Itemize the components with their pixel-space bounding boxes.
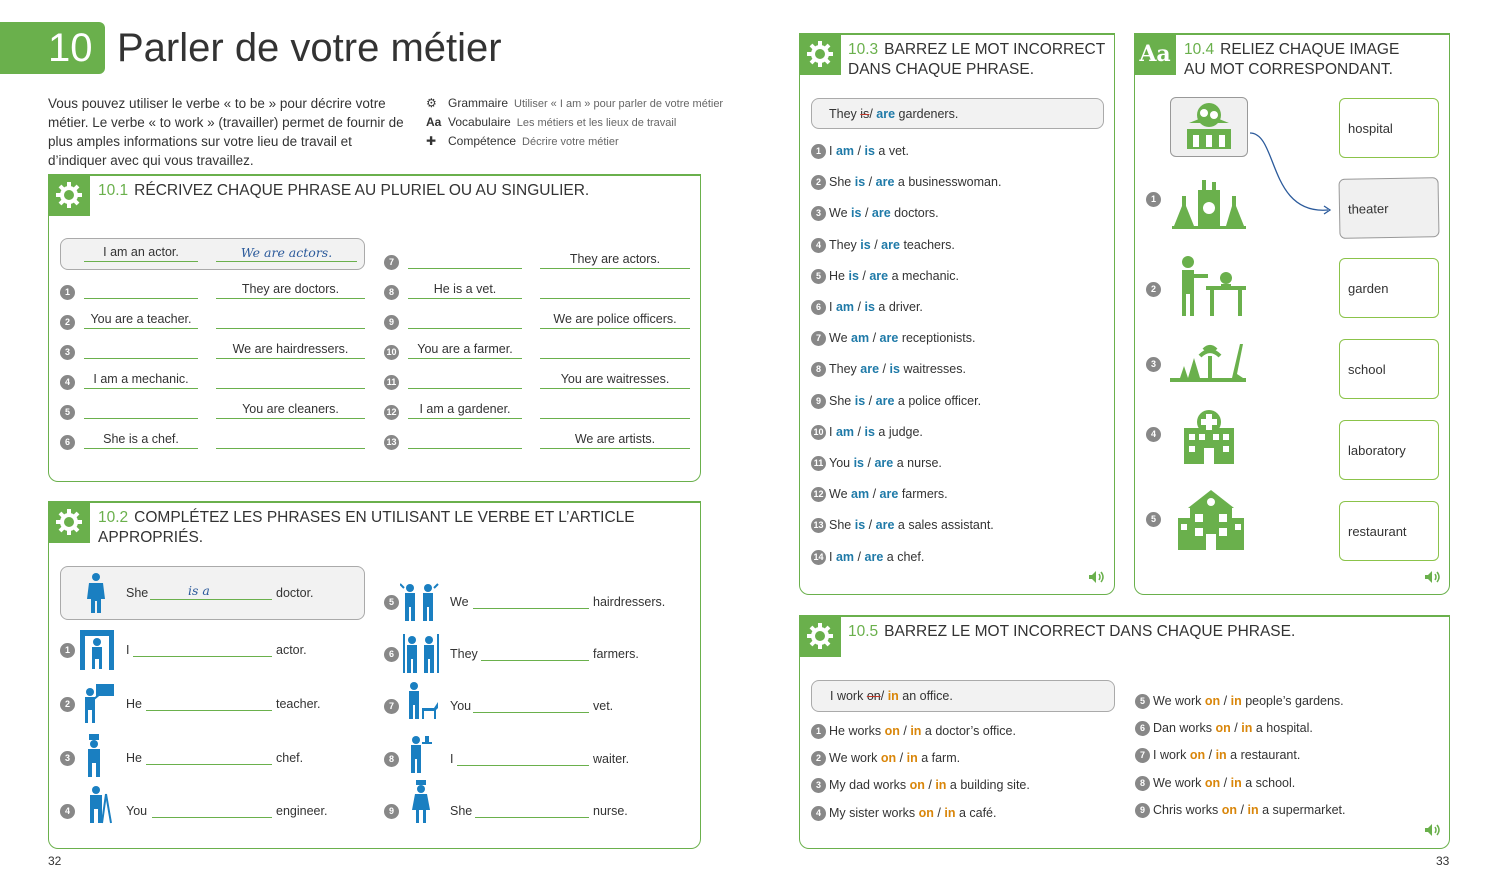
sentence-start: He bbox=[126, 751, 142, 765]
option-2[interactable]: are bbox=[875, 518, 895, 533]
intro-text: Vous pouvez utiliser le verbe « to be » pour décrire votre métier. Le verbe « to work » (travailler) permet de fournir de plus amples informations sur votre lieu de travail et d’indiquer avec qui vous travaillez. bbox=[48, 96, 404, 168]
answer-line[interactable] bbox=[408, 371, 522, 389]
sentence: She is / are a businesswoman. bbox=[829, 175, 1002, 190]
option-2[interactable]: are bbox=[881, 237, 900, 252]
sentence: I am / are a chef. bbox=[829, 549, 925, 564]
item-number: 3 bbox=[811, 778, 826, 793]
sample-left: I am an actor. bbox=[84, 244, 198, 262]
answer-line[interactable] bbox=[408, 251, 522, 269]
page-title: Parler de votre métier bbox=[117, 26, 502, 70]
option-on[interactable]: on bbox=[880, 751, 897, 766]
match-arrow bbox=[1248, 125, 1338, 220]
item-number: 2 bbox=[1146, 282, 1161, 297]
option-in[interactable]: in bbox=[1215, 748, 1227, 763]
sample-sentence: They is/ are gardeners. bbox=[829, 107, 959, 121]
option-1[interactable]: am bbox=[851, 487, 870, 502]
option-2[interactable]: are bbox=[875, 393, 895, 408]
sentence-start: You bbox=[126, 804, 148, 818]
word-card[interactable]: laboratory bbox=[1339, 420, 1439, 480]
sentence-start: You bbox=[450, 699, 472, 713]
answer-line[interactable] bbox=[540, 281, 690, 299]
item-number: 12 bbox=[811, 487, 826, 502]
meta-skill: ✚ Compétence Décrire votre métier bbox=[426, 132, 619, 151]
item-number: 13 bbox=[811, 518, 826, 533]
audio-icon[interactable] bbox=[1088, 570, 1106, 584]
option-in[interactable]: in bbox=[935, 778, 947, 793]
option-2[interactable]: is bbox=[864, 424, 875, 439]
answer-line[interactable] bbox=[475, 800, 589, 818]
item-number: 1 bbox=[60, 643, 75, 658]
option-in[interactable]: in bbox=[1241, 721, 1253, 736]
answer-line[interactable] bbox=[473, 695, 589, 713]
sentence: We am / are receptionists. bbox=[829, 331, 976, 346]
item-number: 13 bbox=[384, 435, 399, 450]
theater-icon bbox=[1183, 101, 1235, 153]
hairdressers-figure bbox=[400, 582, 440, 622]
sentence: We work on / in a school. bbox=[1153, 775, 1296, 790]
item-number: 5 bbox=[60, 405, 75, 420]
gear-icon bbox=[53, 179, 85, 211]
option-on[interactable]: on bbox=[1215, 721, 1231, 736]
gear-badge bbox=[799, 615, 841, 657]
exercise-title: 10.5 BARREZ LE MOT INCORRECT DANS CHAQUE PHRASE. bbox=[848, 623, 1296, 640]
audio-icon[interactable] bbox=[1424, 570, 1442, 584]
item-number: 8 bbox=[384, 285, 399, 300]
item-number: 4 bbox=[60, 804, 75, 819]
sentence-start: They bbox=[450, 647, 478, 661]
item-number: 2 bbox=[60, 697, 75, 712]
nurse-figure bbox=[410, 780, 432, 824]
option-2[interactable]: is bbox=[889, 362, 900, 377]
answer-line[interactable] bbox=[146, 747, 272, 765]
word-card[interactable]: garden bbox=[1339, 258, 1439, 318]
vocabulary-badge: Aa bbox=[1134, 33, 1176, 75]
exercise-title: 10.1 RÉCRIVEZ CHAQUE PHRASE AU PLURIEL OU AU SINGULIER. bbox=[98, 182, 590, 199]
option-2[interactable]: are bbox=[879, 331, 899, 346]
item-number: 1 bbox=[1146, 192, 1161, 207]
option-1[interactable]: is bbox=[860, 237, 871, 252]
option-1[interactable]: is bbox=[854, 175, 866, 190]
word-card[interactable]: hospital bbox=[1339, 98, 1439, 158]
answer-line[interactable] bbox=[84, 281, 198, 299]
option-2[interactable]: are bbox=[869, 268, 889, 283]
sentence-end: chef. bbox=[276, 751, 304, 765]
item-number: 8 bbox=[811, 362, 826, 377]
option-in[interactable]: in bbox=[1230, 775, 1242, 790]
sample-post: doctor. bbox=[276, 586, 314, 600]
item-number: 7 bbox=[1135, 748, 1150, 763]
word-card[interactable]: school bbox=[1339, 339, 1439, 399]
option-on[interactable]: on bbox=[884, 724, 900, 738]
answer-line[interactable] bbox=[540, 401, 690, 419]
item-number: 11 bbox=[384, 375, 399, 390]
sentence: She is / are a sales assistant. bbox=[829, 518, 994, 533]
item-number: 5 bbox=[811, 269, 826, 284]
item-number: 4 bbox=[1146, 427, 1161, 442]
sentence-end: engineer. bbox=[276, 804, 328, 818]
sentence-start: He bbox=[126, 697, 142, 711]
word-card[interactable]: theater bbox=[1338, 177, 1439, 239]
word-card[interactable]: restaurant bbox=[1339, 501, 1439, 561]
vocabulary-icon: Aa bbox=[426, 115, 442, 129]
sentence: I am / is a vet. bbox=[829, 144, 909, 158]
answer-line[interactable] bbox=[216, 311, 365, 329]
answer-line[interactable] bbox=[84, 401, 198, 419]
sentence: I am / is a judge. bbox=[829, 424, 923, 439]
sentence: My sister works on / in a café. bbox=[829, 805, 997, 820]
sentence: Dan works on / in a hospital. bbox=[1153, 721, 1313, 736]
waiter-figure bbox=[406, 734, 432, 774]
answer-line: You are waitresses. bbox=[540, 371, 690, 389]
answer-line: You are cleaners. bbox=[216, 401, 365, 419]
sentence-end: farmers. bbox=[593, 647, 639, 661]
answer-line[interactable] bbox=[408, 311, 522, 329]
answer-line: You are a teacher. bbox=[84, 311, 198, 329]
item-number: 4 bbox=[811, 806, 826, 821]
sample-answer-line: is a bbox=[150, 582, 272, 600]
answer-line[interactable] bbox=[540, 341, 690, 359]
option-2[interactable]: is bbox=[864, 300, 875, 314]
item-number: 8 bbox=[384, 752, 399, 767]
option-on[interactable]: on bbox=[1204, 694, 1221, 708]
sentence: You is / are a nurse. bbox=[829, 456, 942, 470]
option-in[interactable]: in bbox=[906, 751, 918, 766]
sentence-end: teacher. bbox=[276, 697, 321, 711]
option-on[interactable]: on bbox=[909, 778, 925, 793]
item-number: 12 bbox=[384, 405, 399, 420]
option-2[interactable]: is bbox=[864, 144, 875, 158]
gear-icon: ⚙ bbox=[426, 96, 437, 110]
item-number: 11 bbox=[811, 456, 826, 471]
item-number: 5 bbox=[384, 595, 399, 610]
sentence: Chris works on / in a supermarket. bbox=[1153, 802, 1346, 817]
sentence: I am / is a driver. bbox=[829, 300, 923, 314]
option-on[interactable]: on bbox=[1221, 802, 1238, 817]
answer-line: She is a chef. bbox=[84, 431, 198, 449]
exercise-title: 10.4 RELIEZ CHAQUE IMAGE AU MOT CORRESPONDANT. bbox=[1184, 41, 1400, 78]
sentence: I work on / in a restaurant. bbox=[1153, 748, 1301, 763]
option-1[interactable]: am bbox=[835, 424, 855, 439]
option-in[interactable]: in bbox=[1247, 802, 1259, 817]
option-2[interactable]: are bbox=[875, 175, 895, 190]
sentence: We is / are doctors. bbox=[829, 206, 939, 221]
gear-icon bbox=[53, 506, 85, 538]
answer-line: You are a farmer. bbox=[408, 341, 522, 359]
sentence-start: We bbox=[450, 595, 469, 609]
answer-line: We are police officers. bbox=[540, 311, 690, 329]
option-1[interactable]: is bbox=[848, 268, 859, 283]
teacher-figure bbox=[80, 684, 116, 724]
vet-figure bbox=[404, 680, 440, 720]
sentence-start: She bbox=[450, 804, 473, 818]
item-number: 2 bbox=[811, 751, 826, 766]
item-number: 6 bbox=[384, 647, 399, 662]
gear-icon bbox=[804, 620, 836, 652]
sentence: We work on / in a farm. bbox=[829, 751, 961, 766]
option-on[interactable]: on bbox=[918, 805, 934, 820]
item-number: 3 bbox=[1146, 357, 1161, 372]
option-in[interactable]: in bbox=[1230, 694, 1242, 708]
audio-icon[interactable] bbox=[1424, 823, 1442, 837]
garden-icon bbox=[1170, 340, 1248, 384]
exercise-title: 10.3 BARREZ LE MOT INCORRECT DANS CHAQUE PHRASE. bbox=[848, 41, 1106, 78]
answer-line[interactable] bbox=[216, 371, 365, 389]
sentence-end: nurse. bbox=[593, 804, 628, 818]
item-number: 7 bbox=[384, 255, 399, 270]
item-number: 10 bbox=[384, 345, 399, 360]
item-number: 4 bbox=[811, 238, 826, 253]
item-number: 1 bbox=[811, 724, 826, 739]
gear-badge bbox=[799, 33, 841, 75]
item-number: 9 bbox=[384, 804, 399, 819]
item-number: 7 bbox=[811, 331, 826, 346]
item-number: 14 bbox=[811, 550, 826, 565]
item-number: 2 bbox=[811, 175, 826, 190]
answer-line[interactable] bbox=[146, 693, 272, 711]
sentence: He is / are a mechanic. bbox=[829, 268, 960, 283]
answer-line[interactable] bbox=[216, 431, 365, 449]
gear-badge bbox=[48, 174, 90, 216]
exercise-10-2 bbox=[48, 501, 701, 849]
restaurant-icon bbox=[1170, 254, 1248, 318]
option-1[interactable]: is bbox=[851, 206, 862, 221]
sentence-end: actor. bbox=[276, 643, 307, 657]
option-in[interactable]: in bbox=[944, 805, 956, 820]
item-number: 3 bbox=[60, 345, 75, 360]
meta-grammar: ⚙ Grammaire Utiliser « I am » pour parler de votre métier bbox=[426, 94, 723, 113]
meta-vocabulary: Aa Vocabulaire Les métiers et les lieux de travail bbox=[426, 113, 676, 132]
option-1[interactable]: am bbox=[851, 331, 870, 346]
sentence-start: I bbox=[126, 643, 130, 657]
sample-pre: She bbox=[126, 586, 149, 600]
option-on[interactable]: on bbox=[1189, 748, 1206, 763]
engineer-figure bbox=[84, 784, 112, 824]
exercise-title: 10.2 COMPLÉTEZ LES PHRASES EN UTILISANT LE VERBE ET L’ARTICLE APPROPRIÉS. bbox=[98, 509, 635, 546]
option-on[interactable]: on bbox=[1204, 775, 1221, 790]
option-2[interactable]: are bbox=[879, 487, 899, 502]
option-1[interactable]: am bbox=[835, 549, 855, 564]
laboratory-icon bbox=[1170, 176, 1248, 230]
item-number: 2 bbox=[60, 315, 75, 330]
item-number: 6 bbox=[1135, 721, 1150, 736]
answer-line[interactable] bbox=[133, 639, 272, 657]
option-1[interactable]: is bbox=[853, 456, 865, 470]
item-number: 6 bbox=[811, 300, 826, 315]
item-number: 3 bbox=[811, 206, 826, 221]
sentence: They is / are teachers. bbox=[829, 237, 955, 252]
item-number: 9 bbox=[1135, 803, 1150, 818]
page-number-left: 32 bbox=[48, 854, 62, 868]
option-1[interactable]: are bbox=[860, 362, 880, 377]
sentence: We work on / in people’s gardens. bbox=[1153, 694, 1344, 708]
item-number: 7 bbox=[384, 699, 399, 714]
item-number: 1 bbox=[60, 285, 75, 300]
item-number: 4 bbox=[60, 375, 75, 390]
option-1[interactable]: am bbox=[835, 300, 855, 314]
item-number: 9 bbox=[811, 394, 826, 409]
gear-icon bbox=[804, 38, 836, 70]
doctor-figure bbox=[84, 572, 108, 614]
sentence: My dad works on / in a building site. bbox=[829, 778, 1030, 793]
actor-figure bbox=[80, 630, 114, 670]
hospital-icon bbox=[1180, 408, 1238, 466]
sentence: He works on / in a doctor’s office. bbox=[829, 724, 1016, 738]
answer-line: I am a mechanic. bbox=[84, 371, 198, 389]
option-2[interactable]: are bbox=[874, 456, 894, 470]
sample-sentence: I work on/ in an office. bbox=[830, 689, 953, 703]
school-icon bbox=[1176, 488, 1246, 552]
option-2[interactable]: are bbox=[864, 549, 884, 564]
option-1[interactable]: is bbox=[854, 518, 866, 533]
answer-line: They are doctors. bbox=[216, 281, 365, 299]
puzzle-icon: ✚ bbox=[426, 134, 437, 148]
item-number: 5 bbox=[1135, 694, 1150, 709]
answer-line[interactable] bbox=[473, 591, 589, 609]
answer-line[interactable] bbox=[152, 800, 272, 818]
answer-line: They are actors. bbox=[540, 251, 690, 269]
item-number: 10 bbox=[811, 425, 826, 440]
page-number-right: 33 bbox=[1436, 854, 1450, 868]
chef-figure bbox=[84, 734, 104, 778]
option-1[interactable]: is bbox=[854, 393, 866, 408]
item-number: 9 bbox=[384, 315, 399, 330]
item-number: 8 bbox=[1135, 776, 1150, 791]
farmers-figure bbox=[402, 634, 440, 674]
item-number: 5 bbox=[1146, 512, 1161, 527]
chapter-number: 10 bbox=[0, 22, 105, 74]
gear-badge bbox=[48, 501, 90, 543]
item-number: 6 bbox=[60, 435, 75, 450]
answer-line[interactable] bbox=[408, 431, 522, 449]
sentence-end: hairdressers. bbox=[593, 595, 666, 609]
sample-right: We are actors. bbox=[216, 244, 357, 262]
sentence: She is / are a police officer. bbox=[829, 393, 982, 408]
option-2[interactable]: are bbox=[871, 206, 891, 221]
answer-line: We are artists. bbox=[540, 431, 690, 449]
option-in[interactable]: in bbox=[910, 724, 922, 738]
answer-line[interactable] bbox=[84, 341, 198, 359]
sentence-end: vet. bbox=[593, 699, 614, 713]
option-1[interactable]: am bbox=[835, 144, 855, 158]
answer-line[interactable] bbox=[457, 748, 589, 766]
sentence-start: I bbox=[450, 752, 454, 766]
sentence: We am / are farmers. bbox=[829, 487, 948, 502]
item-number: 1 bbox=[811, 144, 826, 159]
sentence-end: waiter. bbox=[593, 752, 630, 766]
answer-line: He is a vet. bbox=[408, 281, 522, 299]
answer-line: I am a gardener. bbox=[408, 401, 522, 419]
item-number: 3 bbox=[60, 751, 75, 766]
answer-line[interactable] bbox=[481, 643, 589, 661]
sentence: They are / is waitresses. bbox=[829, 362, 966, 377]
answer-line: We are hairdressers. bbox=[216, 341, 365, 359]
